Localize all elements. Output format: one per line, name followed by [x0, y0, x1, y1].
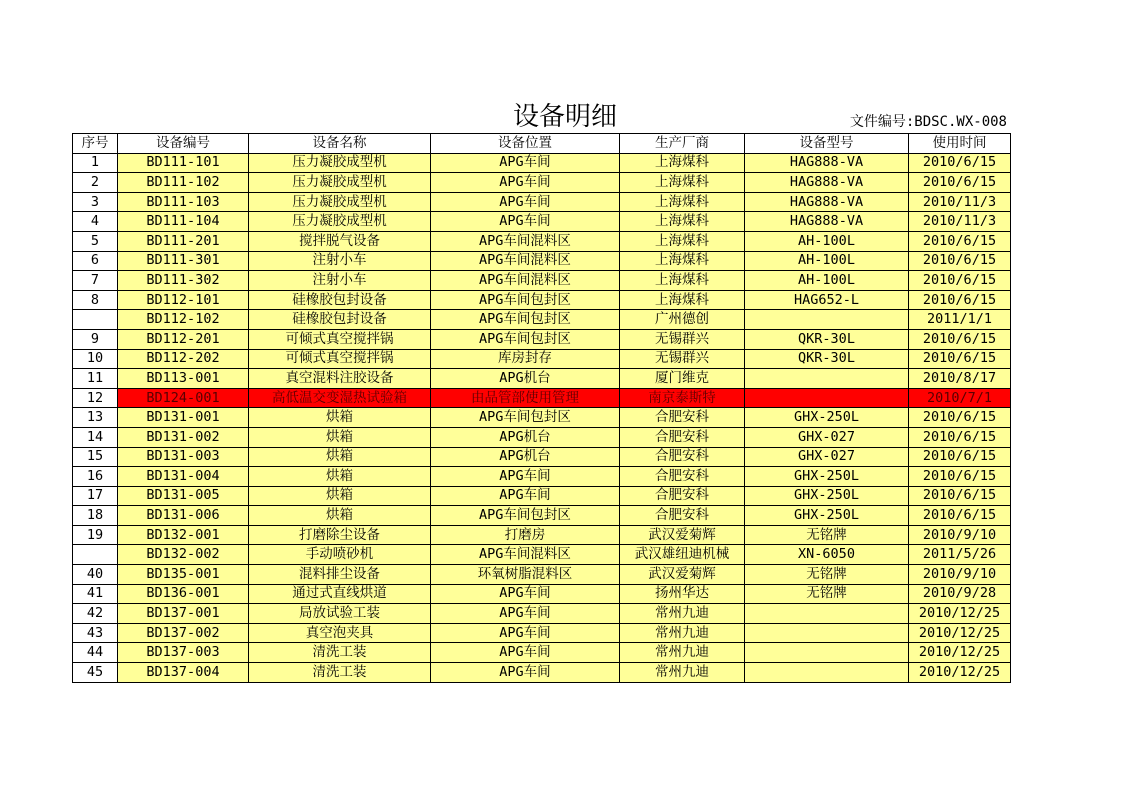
- cell-date: 2010/7/1: [909, 388, 1011, 408]
- cell-date: 2010/6/15: [909, 329, 1011, 349]
- cell-equipment-name: 硅橡胶包封设备: [249, 310, 431, 330]
- cell-date: 2010/6/15: [909, 173, 1011, 193]
- cell-equipment-code: BD112-102: [118, 310, 249, 330]
- cell-date: 2010/6/15: [909, 251, 1011, 271]
- cell-location: APG车间: [431, 623, 620, 643]
- cell-location: APG车间: [431, 192, 620, 212]
- cell-equipment-code: BD132-001: [118, 525, 249, 545]
- cell-index: 14: [73, 427, 118, 447]
- table-row: [73, 231, 1011, 251]
- cell-equipment-name: 混料排尘设备: [249, 565, 431, 585]
- cell-index: 1: [73, 153, 118, 173]
- cell-equipment-name: 烘箱: [249, 467, 431, 487]
- cell-location: APG机台: [431, 447, 620, 467]
- cell-date: 2010/9/28: [909, 584, 1011, 604]
- cell-equipment-code: BD111-201: [118, 231, 249, 251]
- header-equipment-code: 设备编号: [118, 134, 249, 154]
- cell-equipment-name: 压力凝胶成型机: [249, 173, 431, 193]
- table-row: [73, 427, 1011, 447]
- cell-equipment-name: 注射小车: [249, 251, 431, 271]
- table-row: [73, 643, 1011, 663]
- cell-index: 3: [73, 192, 118, 212]
- cell-equipment-code: BD131-001: [118, 408, 249, 428]
- cell-equipment-code: BD136-001: [118, 584, 249, 604]
- cell-model: XN-6050: [745, 545, 909, 565]
- cell-equipment-code: BD112-201: [118, 329, 249, 349]
- cell-equipment-name: 烘箱: [249, 447, 431, 467]
- table-row: [73, 663, 1011, 683]
- cell-manufacturer: 无锡群兴: [620, 329, 745, 349]
- cell-manufacturer: 上海煤科: [620, 231, 745, 251]
- cell-index: 44: [73, 643, 118, 663]
- table-row: [73, 192, 1011, 212]
- cell-equipment-name: 压力凝胶成型机: [249, 153, 431, 173]
- cell-location: APG车间: [431, 486, 620, 506]
- cell-equipment-code: BD112-101: [118, 290, 249, 310]
- cell-equipment-code: BD111-103: [118, 192, 249, 212]
- cell-date: 2010/6/15: [909, 271, 1011, 291]
- cell-manufacturer: 常州九迪: [620, 604, 745, 624]
- cell-model: 无铭牌: [745, 584, 909, 604]
- cell-date: 2010/6/15: [909, 447, 1011, 467]
- cell-index: 9: [73, 329, 118, 349]
- cell-manufacturer: 合肥安科: [620, 408, 745, 428]
- cell-index: [73, 545, 118, 565]
- cell-location: APG车间包封区: [431, 310, 620, 330]
- cell-model: GHX-250L: [745, 408, 909, 428]
- table-row: [73, 153, 1011, 173]
- cell-location: 由品管部使用管理: [431, 388, 620, 408]
- cell-date: 2010/6/15: [909, 408, 1011, 428]
- cell-manufacturer: 上海煤科: [620, 212, 745, 232]
- cell-location: APG车间混料区: [431, 545, 620, 565]
- cell-model: [745, 643, 909, 663]
- cell-index: 41: [73, 584, 118, 604]
- cell-index: 15: [73, 447, 118, 467]
- table-row: [73, 545, 1011, 565]
- page-title: 设备明细: [513, 102, 618, 132]
- cell-equipment-code: BD124-001: [118, 388, 249, 408]
- cell-index: 17: [73, 486, 118, 506]
- cell-manufacturer: 常州九迪: [620, 663, 745, 683]
- cell-manufacturer: 武汉爱菊辉: [620, 525, 745, 545]
- cell-model: HAG888-VA: [745, 212, 909, 232]
- table-row: [73, 467, 1011, 487]
- cell-equipment-code: BD131-006: [118, 506, 249, 526]
- cell-location: APG机台: [431, 369, 620, 389]
- cell-manufacturer: 合肥安科: [620, 447, 745, 467]
- cell-index: 2: [73, 173, 118, 193]
- cell-model: AH-100L: [745, 251, 909, 271]
- cell-equipment-name: 局放试验工装: [249, 604, 431, 624]
- cell-location: APG机台: [431, 427, 620, 447]
- cell-equipment-name: 可倾式真空搅拌锅: [249, 349, 431, 369]
- cell-model: HAG888-VA: [745, 192, 909, 212]
- table-row: [73, 388, 1011, 408]
- cell-model: QKR-30L: [745, 329, 909, 349]
- cell-location: APG车间包封区: [431, 290, 620, 310]
- cell-equipment-name: 手动喷砂机: [249, 545, 431, 565]
- table-row: [73, 447, 1011, 467]
- cell-manufacturer: 常州九迪: [620, 643, 745, 663]
- cell-manufacturer: 上海煤科: [620, 251, 745, 271]
- cell-equipment-name: 压力凝胶成型机: [249, 212, 431, 232]
- cell-equipment-name: 烘箱: [249, 408, 431, 428]
- cell-date: 2010/12/25: [909, 663, 1011, 683]
- cell-index: 18: [73, 506, 118, 526]
- cell-index: 8: [73, 290, 118, 310]
- cell-model: AH-100L: [745, 271, 909, 291]
- cell-location: 环氧树脂混料区: [431, 565, 620, 585]
- cell-date: 2010/12/25: [909, 604, 1011, 624]
- cell-equipment-name: 可倾式真空搅拌锅: [249, 329, 431, 349]
- cell-manufacturer: 南京泰斯特: [620, 388, 745, 408]
- cell-date: 2010/6/15: [909, 231, 1011, 251]
- cell-manufacturer: 合肥安科: [620, 506, 745, 526]
- cell-index: 5: [73, 231, 118, 251]
- cell-date: 2010/8/17: [909, 369, 1011, 389]
- table-row: [73, 212, 1011, 232]
- cell-equipment-name: 烘箱: [249, 506, 431, 526]
- cell-location: APG车间: [431, 604, 620, 624]
- cell-equipment-name: 打磨除尘设备: [249, 525, 431, 545]
- header-equipment-name: 设备名称: [249, 134, 431, 154]
- cell-model: QKR-30L: [745, 349, 909, 369]
- cell-model: [745, 310, 909, 330]
- cell-date: 2011/5/26: [909, 545, 1011, 565]
- cell-model: GHX-027: [745, 427, 909, 447]
- cell-equipment-name: 真空泡夹具: [249, 623, 431, 643]
- cell-date: 2010/6/15: [909, 153, 1011, 173]
- cell-equipment-name: 搅拌脱气设备: [249, 231, 431, 251]
- cell-equipment-code: BD111-102: [118, 173, 249, 193]
- header-model: 设备型号: [745, 134, 909, 154]
- cell-model: 无铭牌: [745, 525, 909, 545]
- cell-equipment-code: BD111-301: [118, 251, 249, 271]
- table-header-row: [73, 134, 1011, 154]
- header-manufacturer: 生产厂商: [620, 134, 745, 154]
- cell-manufacturer: 厦门维克: [620, 369, 745, 389]
- cell-location: APG车间: [431, 663, 620, 683]
- cell-date: 2010/6/15: [909, 290, 1011, 310]
- cell-index: 13: [73, 408, 118, 428]
- table-row: [73, 251, 1011, 271]
- table-body: [73, 153, 1011, 682]
- table-row: [73, 565, 1011, 585]
- table-row: [73, 369, 1011, 389]
- cell-model: [745, 663, 909, 683]
- equipment-table: [72, 133, 1011, 683]
- cell-equipment-code: BD131-005: [118, 486, 249, 506]
- cell-location: APG车间包封区: [431, 329, 620, 349]
- cell-equipment-code: BD111-101: [118, 153, 249, 173]
- cell-equipment-name: 注射小车: [249, 271, 431, 291]
- cell-index: 43: [73, 623, 118, 643]
- cell-manufacturer: 上海煤科: [620, 192, 745, 212]
- cell-date: 2010/6/15: [909, 486, 1011, 506]
- cell-manufacturer: 武汉爱菊辉: [620, 565, 745, 585]
- cell-manufacturer: 合肥安科: [620, 427, 745, 447]
- cell-date: 2010/6/15: [909, 506, 1011, 526]
- header-date: 使用时间: [909, 134, 1011, 154]
- cell-equipment-code: BD111-302: [118, 271, 249, 291]
- cell-date: 2010/6/15: [909, 467, 1011, 487]
- cell-model: HAG888-VA: [745, 173, 909, 193]
- cell-equipment-code: BD111-104: [118, 212, 249, 232]
- cell-equipment-name: 硅橡胶包封设备: [249, 290, 431, 310]
- cell-location: APG车间混料区: [431, 231, 620, 251]
- cell-equipment-code: BD135-001: [118, 565, 249, 585]
- table-row: [73, 623, 1011, 643]
- table-row: [73, 290, 1011, 310]
- cell-equipment-name: 通过式直线烘道: [249, 584, 431, 604]
- cell-manufacturer: 合肥安科: [620, 486, 745, 506]
- cell-index: [73, 310, 118, 330]
- cell-index: 10: [73, 349, 118, 369]
- cell-equipment-code: BD137-002: [118, 623, 249, 643]
- cell-equipment-code: BD137-004: [118, 663, 249, 683]
- cell-equipment-code: BD131-003: [118, 447, 249, 467]
- cell-location: APG车间: [431, 584, 620, 604]
- cell-model: GHX-250L: [745, 506, 909, 526]
- cell-date: 2010/6/15: [909, 427, 1011, 447]
- document-number: 文件编号:BDSC.WX-008: [849, 114, 1007, 130]
- table-row: [73, 329, 1011, 349]
- cell-manufacturer: 常州九迪: [620, 623, 745, 643]
- cell-location: APG车间包封区: [431, 408, 620, 428]
- cell-manufacturer: 上海煤科: [620, 290, 745, 310]
- cell-index: 7: [73, 271, 118, 291]
- table-row: [73, 349, 1011, 369]
- cell-date: 2010/12/25: [909, 643, 1011, 663]
- table-row: [73, 584, 1011, 604]
- cell-index: 6: [73, 251, 118, 271]
- cell-date: 2010/11/3: [909, 212, 1011, 232]
- cell-equipment-code: BD131-004: [118, 467, 249, 487]
- table-row: [73, 408, 1011, 428]
- cell-index: 11: [73, 369, 118, 389]
- cell-index: 16: [73, 467, 118, 487]
- cell-manufacturer: 上海煤科: [620, 271, 745, 291]
- cell-equipment-name: 烘箱: [249, 486, 431, 506]
- cell-manufacturer: 广州德创: [620, 310, 745, 330]
- cell-equipment-code: BD137-003: [118, 643, 249, 663]
- cell-location: APG车间: [431, 643, 620, 663]
- cell-equipment-name: 烘箱: [249, 427, 431, 447]
- table-row: [73, 486, 1011, 506]
- cell-date: 2010/9/10: [909, 565, 1011, 585]
- cell-date: 2010/9/10: [909, 525, 1011, 545]
- cell-index: 4: [73, 212, 118, 232]
- cell-index: 12: [73, 388, 118, 408]
- cell-index: 45: [73, 663, 118, 683]
- cell-model: HAG888-VA: [745, 153, 909, 173]
- table-row: [73, 310, 1011, 330]
- cell-date: 2010/12/25: [909, 623, 1011, 643]
- cell-date: 2011/1/1: [909, 310, 1011, 330]
- cell-model: GHX-027: [745, 447, 909, 467]
- cell-model: GHX-250L: [745, 467, 909, 487]
- cell-location: APG车间: [431, 467, 620, 487]
- cell-location: APG车间包封区: [431, 506, 620, 526]
- cell-manufacturer: 无锡群兴: [620, 349, 745, 369]
- cell-model: [745, 388, 909, 408]
- table-row: [73, 604, 1011, 624]
- cell-equipment-code: BD137-001: [118, 604, 249, 624]
- cell-equipment-code: BD113-001: [118, 369, 249, 389]
- cell-model: [745, 369, 909, 389]
- cell-manufacturer: 武汉雄纽迪机械: [620, 545, 745, 565]
- cell-model: 无铭牌: [745, 565, 909, 585]
- cell-index: 42: [73, 604, 118, 624]
- cell-manufacturer: 上海煤科: [620, 173, 745, 193]
- cell-manufacturer: 合肥安科: [620, 467, 745, 487]
- cell-location: 打磨房: [431, 525, 620, 545]
- cell-model: [745, 623, 909, 643]
- cell-equipment-code: BD112-202: [118, 349, 249, 369]
- cell-manufacturer: 上海煤科: [620, 153, 745, 173]
- table-row: [73, 525, 1011, 545]
- header-index: 序号: [73, 134, 118, 154]
- cell-model: [745, 604, 909, 624]
- cell-equipment-name: 清洗工装: [249, 643, 431, 663]
- cell-location: 库房封存: [431, 349, 620, 369]
- table-row: [73, 506, 1011, 526]
- cell-equipment-name: 压力凝胶成型机: [249, 192, 431, 212]
- cell-equipment-name: 清洗工装: [249, 663, 431, 683]
- cell-location: APG车间: [431, 153, 620, 173]
- cell-equipment-code: BD132-002: [118, 545, 249, 565]
- cell-manufacturer: 扬州华达: [620, 584, 745, 604]
- header-location: 设备位置: [431, 134, 620, 154]
- cell-index: 19: [73, 525, 118, 545]
- cell-date: 2010/6/15: [909, 349, 1011, 369]
- table-row: [73, 271, 1011, 291]
- cell-date: 2010/11/3: [909, 192, 1011, 212]
- cell-equipment-code: BD131-002: [118, 427, 249, 447]
- cell-location: APG车间混料区: [431, 251, 620, 271]
- cell-location: APG车间: [431, 173, 620, 193]
- cell-location: APG车间: [431, 212, 620, 232]
- cell-equipment-name: 高低温交变湿热试验箱: [249, 388, 431, 408]
- cell-equipment-name: 真空混料注胶设备: [249, 369, 431, 389]
- cell-index: 40: [73, 565, 118, 585]
- table-row: [73, 173, 1011, 193]
- cell-location: APG车间混料区: [431, 271, 620, 291]
- cell-model: HAG652-L: [745, 290, 909, 310]
- cell-model: AH-100L: [745, 231, 909, 251]
- cell-model: GHX-250L: [745, 486, 909, 506]
